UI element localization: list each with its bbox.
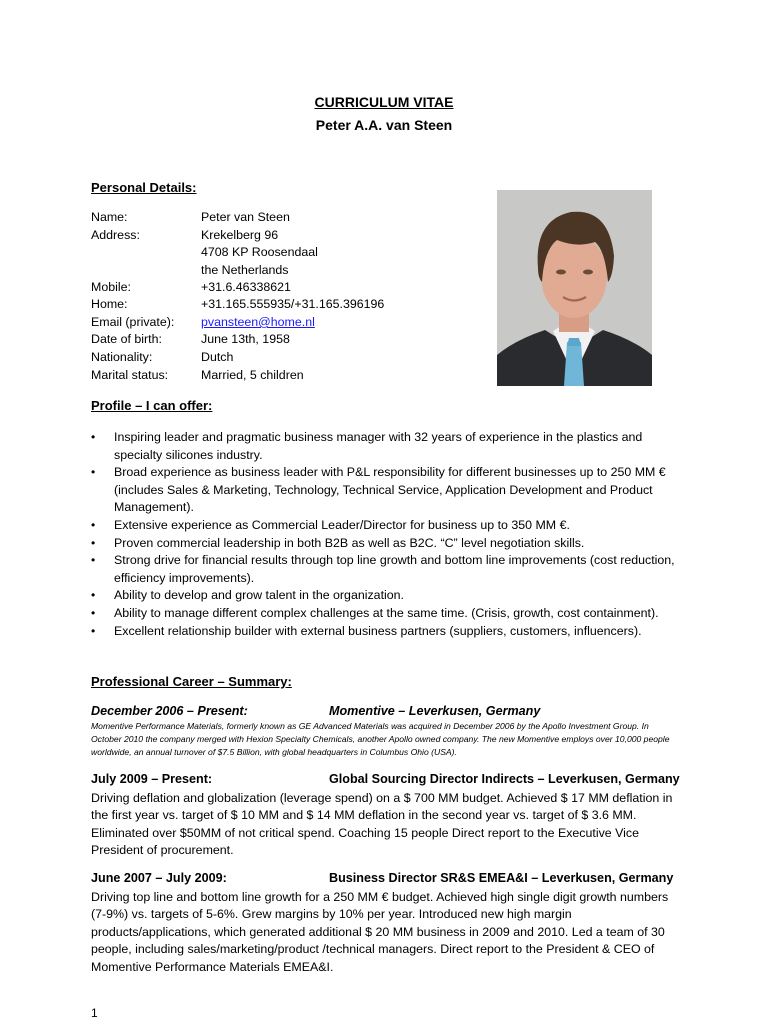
company-title: Momentive – Leverkusen, Germany bbox=[329, 704, 541, 718]
profile-item: • Ability to develop and grow talent in the organization. bbox=[91, 587, 681, 605]
company-date: December 2006 – Present: bbox=[91, 704, 248, 718]
document-title: CURRICULUM VITAE bbox=[314, 94, 454, 110]
home-value: +31.165.555935/+31.165.396196 bbox=[201, 297, 385, 311]
email-label: Email (private): bbox=[91, 315, 175, 329]
profile-photo bbox=[497, 190, 652, 386]
profile-list bbox=[91, 429, 681, 640]
job-date: July 2009 – Present: bbox=[91, 772, 213, 786]
job-date: June 2007 – July 2009: bbox=[91, 871, 227, 885]
career-heading: Professional Career – Summary: bbox=[91, 674, 292, 689]
address-line-3: the Netherlands bbox=[201, 263, 289, 277]
name-label: Name: bbox=[91, 210, 128, 224]
profile-item: • Proven commercial leadership in both B2B as well as B2C. “C” level negotiation skills. bbox=[91, 535, 681, 553]
mobile-label: Mobile: bbox=[91, 280, 131, 294]
personal-details-heading: Personal Details: bbox=[91, 180, 197, 195]
company-description: Momentive Performance Materials, formerly known as GE Advanced Materials was acquired in December 2006 by the Apollo Investment Group. In October 2010 the company merged with Hexion Specialty Chemicals, another Apollo owned company. The new Momentive employs over 10,000 people worldwide, an annual turnover of $7.5 Billion, with global headquarters in Columbus Ohio (USA). bbox=[91, 721, 670, 757]
profile-item: • Inspiring leader and pragmatic business manager with 32 years of experience in the plastics and specialty silicones industry. bbox=[91, 429, 681, 464]
mobile-value: +31.6.46338621 bbox=[201, 280, 291, 294]
address-line-2: 4708 KP Roosendaal bbox=[201, 245, 318, 259]
address-label: Address: bbox=[91, 228, 140, 242]
profile-item: • Excellent relationship builder with external business partners (suppliers, customers, influencers). bbox=[91, 623, 681, 641]
profile-heading: Profile – I can offer: bbox=[91, 398, 213, 413]
profile-item: • Extensive experience as Commercial Leader/Director for business up to 350 MM €. bbox=[91, 517, 681, 535]
dob-value: June 13th, 1958 bbox=[201, 332, 290, 346]
job-description: Driving top line and bottom line growth for a 250 MM € budget. Achieved high single digit growth numbers (7-9%) vs. targets of 5-6%. Grew margins by 10% per year. Introduced new high margin products/applications, which generated additional $ 20 MM business in 2009 and 2010. Led a team of 30 people, including sales/marketing/product /technical managers. Direct report to the President & CEO of Momentive Performance Materials EMEA&I. bbox=[91, 890, 669, 974]
marital-value: Married, 5 children bbox=[201, 368, 304, 382]
home-label: Home: bbox=[91, 297, 128, 311]
profile-item: • Strong drive for financial results through top line growth and bottom line improvements (cost reduction, efficiency improvements). bbox=[91, 552, 681, 587]
nationality-value: Dutch bbox=[201, 350, 234, 364]
nationality-label: Nationality: bbox=[91, 350, 153, 364]
address-line-1: Krekelberg 96 bbox=[201, 228, 279, 242]
name-value: Peter van Steen bbox=[201, 210, 290, 224]
job-description: Driving deflation and globalization (leverage spend) on a $ 700 MM budget. Achieved $ 17 MM deflation in the first year vs. target of $ 10 MM and $ 14 MM deflation in the second year vs. target of $ 3.6 MM. Eliminated over $50MM of not critical spend. Coaching 15 people Direct report to the Executive Vice President of procurement. bbox=[91, 791, 673, 858]
person-name: Peter A.A. van Steen bbox=[315, 117, 453, 133]
email-link[interactable]: pvansteen@home.nl bbox=[201, 315, 315, 329]
page-number: 1 bbox=[91, 1006, 98, 1020]
job-title: Global Sourcing Director Indirects – Leverkusen, Germany bbox=[329, 772, 680, 786]
profile-item: • Broad experience as business leader with P&L responsibility for different businesses up to 250 MM € (includes Sales & Marketing, Technology, Technical Service, Application Development and Product Management). bbox=[91, 464, 681, 517]
marital-label: Marital status: bbox=[91, 368, 169, 382]
job-title: Business Director SR&S EMEA&I – Leverkusen, Germany bbox=[329, 871, 674, 885]
dob-label: Date of birth: bbox=[91, 332, 162, 346]
profile-item: • Ability to manage different complex challenges at the same time. (Crisis, growth, cost containment). bbox=[91, 605, 681, 623]
